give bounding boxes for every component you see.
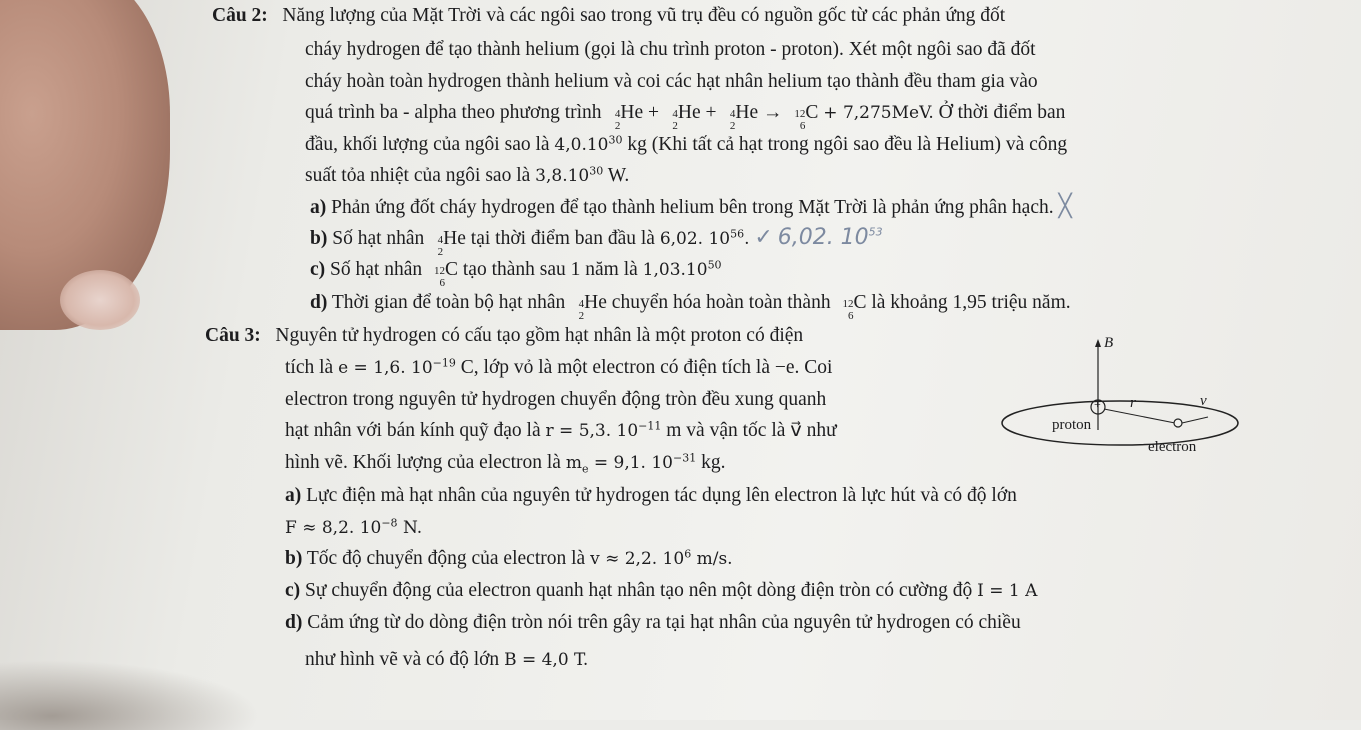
q3-option-a-label: a) bbox=[285, 485, 302, 506]
q3-text-5-post: kg. bbox=[701, 452, 726, 473]
r-label: r bbox=[1130, 395, 1136, 411]
q3-option-d-line-2 bbox=[305, 647, 588, 673]
q2-option-d bbox=[310, 290, 1071, 322]
q2-option-d-pre: Thời gian để toàn bộ hạt nhân bbox=[331, 292, 566, 313]
q2-option-b-value: 6,02. $10^{56}$. bbox=[659, 227, 750, 249]
q3-option-a-text: Lực điện mà hạt nhân của nguyên tử hydrogen tác dụng lên electron là lực hút và có độ lớn bbox=[306, 485, 1017, 506]
q2-line-3 bbox=[305, 69, 1038, 95]
handwritten-note: 6,02. $10^{53}$ bbox=[777, 225, 883, 250]
q2-option-b-pre: Số hạt nhân bbox=[332, 228, 425, 249]
q3-option-d bbox=[285, 610, 1021, 636]
q3-option-a-value: F ≈ 8,2. $10^{-8}$ N. bbox=[285, 516, 423, 538]
reaction-arrow-icon: → bbox=[763, 102, 783, 123]
q3-label: Câu 3: bbox=[205, 325, 261, 346]
q2-option-c-label: c) bbox=[310, 259, 326, 280]
he-symbol-2: He bbox=[677, 102, 701, 123]
q2-option-c bbox=[310, 257, 722, 289]
q3-option-b-text: Tốc độ chuyển động của electron là bbox=[306, 548, 586, 569]
he-nuclide-d: 4 2 bbox=[578, 297, 585, 322]
q2-label: Câu 2: bbox=[212, 5, 268, 26]
check-mark-icon: ✓ bbox=[754, 225, 773, 250]
orbit-radius: r = 5,3. $10^{-11}$ bbox=[545, 419, 662, 441]
q2-text-6-post: W. bbox=[607, 165, 630, 186]
electron-dot bbox=[1174, 419, 1182, 427]
c-symbol: C bbox=[805, 102, 819, 123]
he-symbol-3: He bbox=[735, 102, 759, 123]
q3-option-d-value: B = 4,0 T. bbox=[504, 650, 589, 670]
q2-option-a-label: a) bbox=[310, 197, 327, 218]
q3-text-1: Nguyên tử hydrogen có cấu tạo gồm hạt nhân là một proton có điện bbox=[275, 325, 804, 346]
he-nuclide-1: 4 2 bbox=[614, 107, 621, 132]
q2-text-5-pre: đầu, khối lượng của ngôi sao là bbox=[305, 134, 550, 155]
q2-text-1: Năng lượng của Mặt Trời và các ngôi sao trong vũ trụ đều có nguồn gốc từ các phản ứng đốt bbox=[282, 5, 1006, 26]
q2-text-6-pre: suất tỏa nhiệt của ngôi sao là bbox=[305, 165, 531, 186]
q2-option-b-label: b) bbox=[310, 228, 328, 249]
b-arrow-icon bbox=[1095, 339, 1101, 347]
thumbnail-photo-artifact bbox=[60, 270, 140, 330]
star-power: 3,8.10$^{30}$ bbox=[535, 164, 604, 186]
c-symbol-c: C bbox=[444, 259, 458, 280]
b-label: B⃗ bbox=[1104, 335, 1125, 351]
q2-line-5 bbox=[305, 132, 1067, 158]
he-nuclide-2: 4 2 bbox=[672, 107, 678, 132]
radius-line bbox=[1104, 409, 1175, 423]
q2-text-2: cháy hydrogen để tạo thành helium (gọi là chu trình proton - proton). Xét một ngôi sao đã đốt bbox=[305, 39, 1036, 60]
q2-option-b-post: tại thời điểm ban đầu là bbox=[470, 228, 655, 249]
q2-text-4-pre: quá trình ba - alpha theo phương trình bbox=[305, 102, 602, 123]
q2-option-d-mid: chuyển hóa hoàn toàn thành bbox=[611, 292, 831, 313]
q3-option-c-label: c) bbox=[285, 580, 301, 601]
q2-option-c-value: 1,03.10$^{50}$ bbox=[642, 258, 722, 280]
c-nuclide: 12 6 bbox=[794, 107, 806, 132]
q2-text-3: cháy hoàn toàn hydrogen thành helium và coi các hạt nhân helium tạo thành đều tham gia vào bbox=[305, 71, 1038, 92]
reaction-energy: + 7,275MeV. bbox=[823, 103, 934, 123]
q3-line-1 bbox=[205, 323, 803, 349]
q3-option-c bbox=[285, 578, 1037, 604]
q3-text-2-pre: tích là bbox=[285, 357, 334, 378]
q3-option-c-text: Sự chuyển động của electron quanh hạt nhân tạo nên một dòng điện tròn có cường độ bbox=[305, 580, 973, 601]
star-mass: 4,0.10$^{30}$ bbox=[554, 133, 623, 155]
q3-option-d-label: d) bbox=[285, 612, 303, 633]
q3-option-b bbox=[285, 546, 733, 572]
electron-mass: $m_e = 9,1$. $10^{-31}$ bbox=[565, 451, 697, 476]
proton-plus: + bbox=[1094, 397, 1101, 411]
v-label: v⃗ bbox=[1200, 393, 1219, 409]
c-nuclide-d: 12 6 bbox=[842, 297, 854, 322]
q2-text-4-post: Ở thời điểm ban bbox=[938, 102, 1066, 123]
q2-option-b bbox=[310, 225, 883, 258]
q3-option-c-value: I = 1 A bbox=[977, 581, 1038, 601]
q2-option-d-label: d) bbox=[310, 292, 328, 313]
q2-option-a-text: Phản ứng đốt cháy hydrogen để tạo thành helium bên trong Mặt Trời là phản ứng phân hạch. bbox=[331, 197, 1054, 218]
q3-text-4-post: m và vận tốc là v⃗ như bbox=[666, 420, 837, 441]
q2-line-4: quá trình ba - alpha theo phương trình 4 2 He + 4 2 He + 4 2 He → 12 6 C + 7,275MeV. Ở thời điểm ban bbox=[305, 102, 1066, 132]
q3-option-b-label: b) bbox=[285, 548, 303, 569]
c-symbol-d: C bbox=[853, 292, 867, 313]
q3-text-5-pre: hình vẽ. Khối lượng của electron là bbox=[285, 452, 561, 473]
he-symbol-b: He bbox=[443, 228, 466, 249]
q3-line-5 bbox=[285, 450, 725, 476]
hydrogen-atom-diagram bbox=[1000, 335, 1240, 465]
q3-option-d-text: Cảm ứng từ do dòng điện tròn nói trên gây ra tại hạt nhân của nguyên tử hydrogen có chiều bbox=[307, 612, 1021, 633]
electron-charge: e = 1,6. $10^{-19}$ bbox=[338, 356, 456, 378]
q2-line-1 bbox=[212, 3, 1005, 29]
q3-option-d-text-2: như hình vẽ và có độ lớn bbox=[305, 649, 500, 670]
q3-line-2 bbox=[285, 355, 832, 381]
velocity-line bbox=[1182, 417, 1208, 423]
c-nuclide-c: 12 6 bbox=[433, 264, 445, 289]
he-symbol-1: He bbox=[620, 102, 644, 123]
cross-mark-icon: ╳ bbox=[1058, 194, 1072, 219]
q3-line-4 bbox=[285, 418, 837, 444]
electron-label: electron bbox=[1148, 439, 1197, 455]
q3-text-2-post: C, lớp vỏ là một electron có điện tích là −e. Coi bbox=[460, 357, 833, 378]
q2-text-5-post: kg (Khi tất cả hạt trong ngôi sao đều là Helium) và công bbox=[627, 134, 1068, 155]
q3-option-a bbox=[285, 483, 1017, 509]
q3-option-a-value-line bbox=[285, 515, 422, 541]
q2-option-a bbox=[310, 194, 1072, 221]
q3-option-b-value: v ≈ 2,2. $10^6$ m/s. bbox=[590, 547, 733, 569]
q2-option-c-post: tạo thành sau 1 năm là bbox=[462, 259, 638, 280]
q2-option-d-post: là khoảng 1,95 triệu năm. bbox=[871, 292, 1071, 313]
q3-text-3: electron trong nguyên tử hydrogen chuyển động tròn đều xung quanh bbox=[285, 389, 827, 410]
proton-label: proton bbox=[1052, 417, 1092, 433]
he-nuclide-b: 4 2 bbox=[437, 233, 444, 258]
q2-option-c-pre: Số hạt nhân bbox=[330, 259, 423, 280]
q2-line-6 bbox=[305, 163, 629, 189]
q2-line-2 bbox=[305, 37, 1036, 63]
q3-text-4-pre: hạt nhân với bán kính quỹ đạo là bbox=[285, 420, 541, 441]
he-nuclide-3: 4 2 bbox=[729, 107, 736, 132]
he-symbol-d: He bbox=[584, 292, 607, 313]
q3-line-3 bbox=[285, 387, 826, 413]
